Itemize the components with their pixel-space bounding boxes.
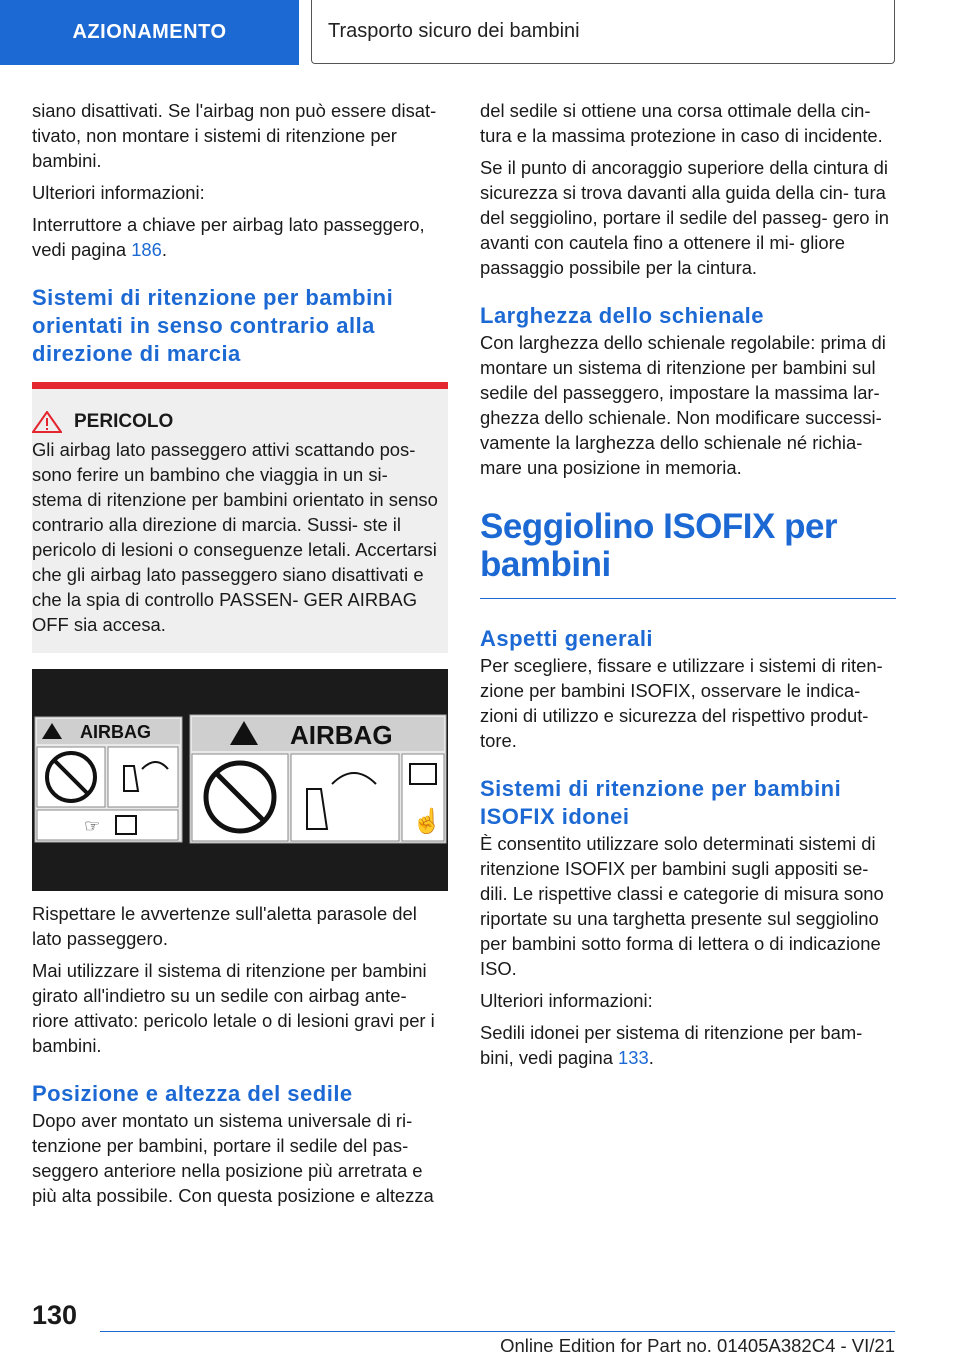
right-column [480, 98, 896, 1077]
paragraph: Con larghezza dello schienale regolabile: prima di montare un sistema di ritenzione per bambini sul sedile del passeggero, impostare la massima lar- ghezza dello schienale. Non modificare successi- vamente la larghezza dello schienale né richia- mare una posizione in memoria. [480, 332, 886, 478]
left-column [32, 98, 448, 1215]
footer-divider [100, 1331, 895, 1332]
warning-title: PERICOLO [74, 411, 174, 432]
section-heading-backrest-width: Larghezza dello schienale [480, 303, 764, 328]
section-heading-suitable-isofix: Sistemi di ritenzione per bambini ISOFIX idonei [480, 776, 842, 829]
section-tab[interactable]: AZIONAMENTO [0, 0, 299, 65]
punctuation: . [161, 239, 168, 260]
airbag-warning-labels-image [32, 669, 448, 891]
paragraph: Per scegliere, fissare e utilizzare i sistemi di riten- zione per bambini ISOFIX, osservare le indica- zioni di utilizzo e sicurezza del rispettivo produt- tore. [480, 655, 883, 751]
airbag-label-large-text: AIRBAG [290, 720, 393, 750]
paragraph [480, 1020, 896, 1070]
svg-text:☞: ☞ [84, 816, 101, 836]
danger-warning-box [32, 382, 448, 653]
paragraph: Mai utilizzare il sistema di ritenzione per bambini girato all'indietro su un sedile con airbag ante- riore attivato: pericolo letale o di lesioni gravi per i bambini. [32, 960, 435, 1056]
airbag-label-photo [32, 669, 448, 891]
page-title: Trasporto sicuro dei bambini [311, 0, 895, 64]
edition-note: Online Edition for Part no. 01405A382C4 - VI/21 [500, 1335, 895, 1356]
paragraph: Ulteriori informazioni: [480, 990, 653, 1011]
paragraph: Ulteriori informazioni: [32, 182, 205, 203]
page-link-186[interactable]: 186 [131, 239, 162, 260]
warning-text: Gli airbag lato passeggero attivi scattando pos- sono ferire un bambino che viaggia in un si- stema di ritenzione per bambini orientato in senso contrario alla direzione di marcia. Sussi- ste il pericolo di lesioni o conseguenze letali. Accertarsi che gli airbag lato passeggero siano disattivati e che la spia di controllo PASSEN- GER AIRBAG OFF sia accesa. [32, 439, 438, 635]
section-heading-rear-facing: Sistemi di ritenzione per bambini orientati in senso contrario alla direzione di marcia [32, 285, 394, 366]
chapter-heading-isofix: Seggiolino ISOFIX per bambini [480, 507, 838, 584]
paragraph: siano disattivati. Se l'airbag non può essere disat- tivato, non montare i sistemi di ritenzione per bambini. [32, 100, 437, 171]
paragraph-text: Sedili idonei per sistema di ritenzione per bam- bini, vedi pagina [480, 1022, 863, 1068]
paragraph: È consentito utilizzare solo determinati sistemi di ritenzione ISOFIX per bambini sugli appositi se- dili. Le rispettive classi e categorie di misura sono riportate su una targhetta presente sul seggiolino per bambini sotto forma di lettera o di indicazione ISO. [480, 833, 884, 979]
paragraph: Se il punto di ancoraggio superiore della cintura di sicurezza si trova davanti alla guida della cin- tura del seggiolino, portare il sedile del passeg- gero in avanti con cautela fino a ottenere il mi- gliore passaggio possibile per la cintura. [480, 157, 889, 278]
page-link-133[interactable]: 133 [618, 1047, 649, 1068]
paragraph: Rispettare le avvertenze sull'aletta parasole del lato passeggero. [32, 903, 417, 949]
paragraph-text: Interruttore a chiave per airbag lato passeggero, vedi pagina [32, 214, 425, 260]
page-number: 130 [32, 1300, 78, 1330]
paragraph [32, 212, 448, 262]
heading-divider [480, 598, 896, 599]
section-heading-general: Aspetti generali [480, 626, 654, 651]
warning-triangle-icon [32, 411, 62, 433]
section-heading-seat-position: Posizione e altezza del sedile [32, 1081, 353, 1106]
airbag-label-small-text: AIRBAG [80, 722, 151, 742]
paragraph: del sedile si ottiene una corsa ottimale della cin- tura e la massima protezione in caso di incidente. [480, 100, 883, 146]
svg-text:☝: ☝ [412, 808, 442, 835]
punctuation: . [648, 1047, 654, 1068]
paragraph: Dopo aver montato un sistema universale di ri- tenzione per bambini, portare il sedile del pas- seggero anteriore nella posizione più arretrata e più alta possibile. Con questa posizione e altezza [32, 1110, 434, 1206]
warning-header [32, 411, 438, 433]
